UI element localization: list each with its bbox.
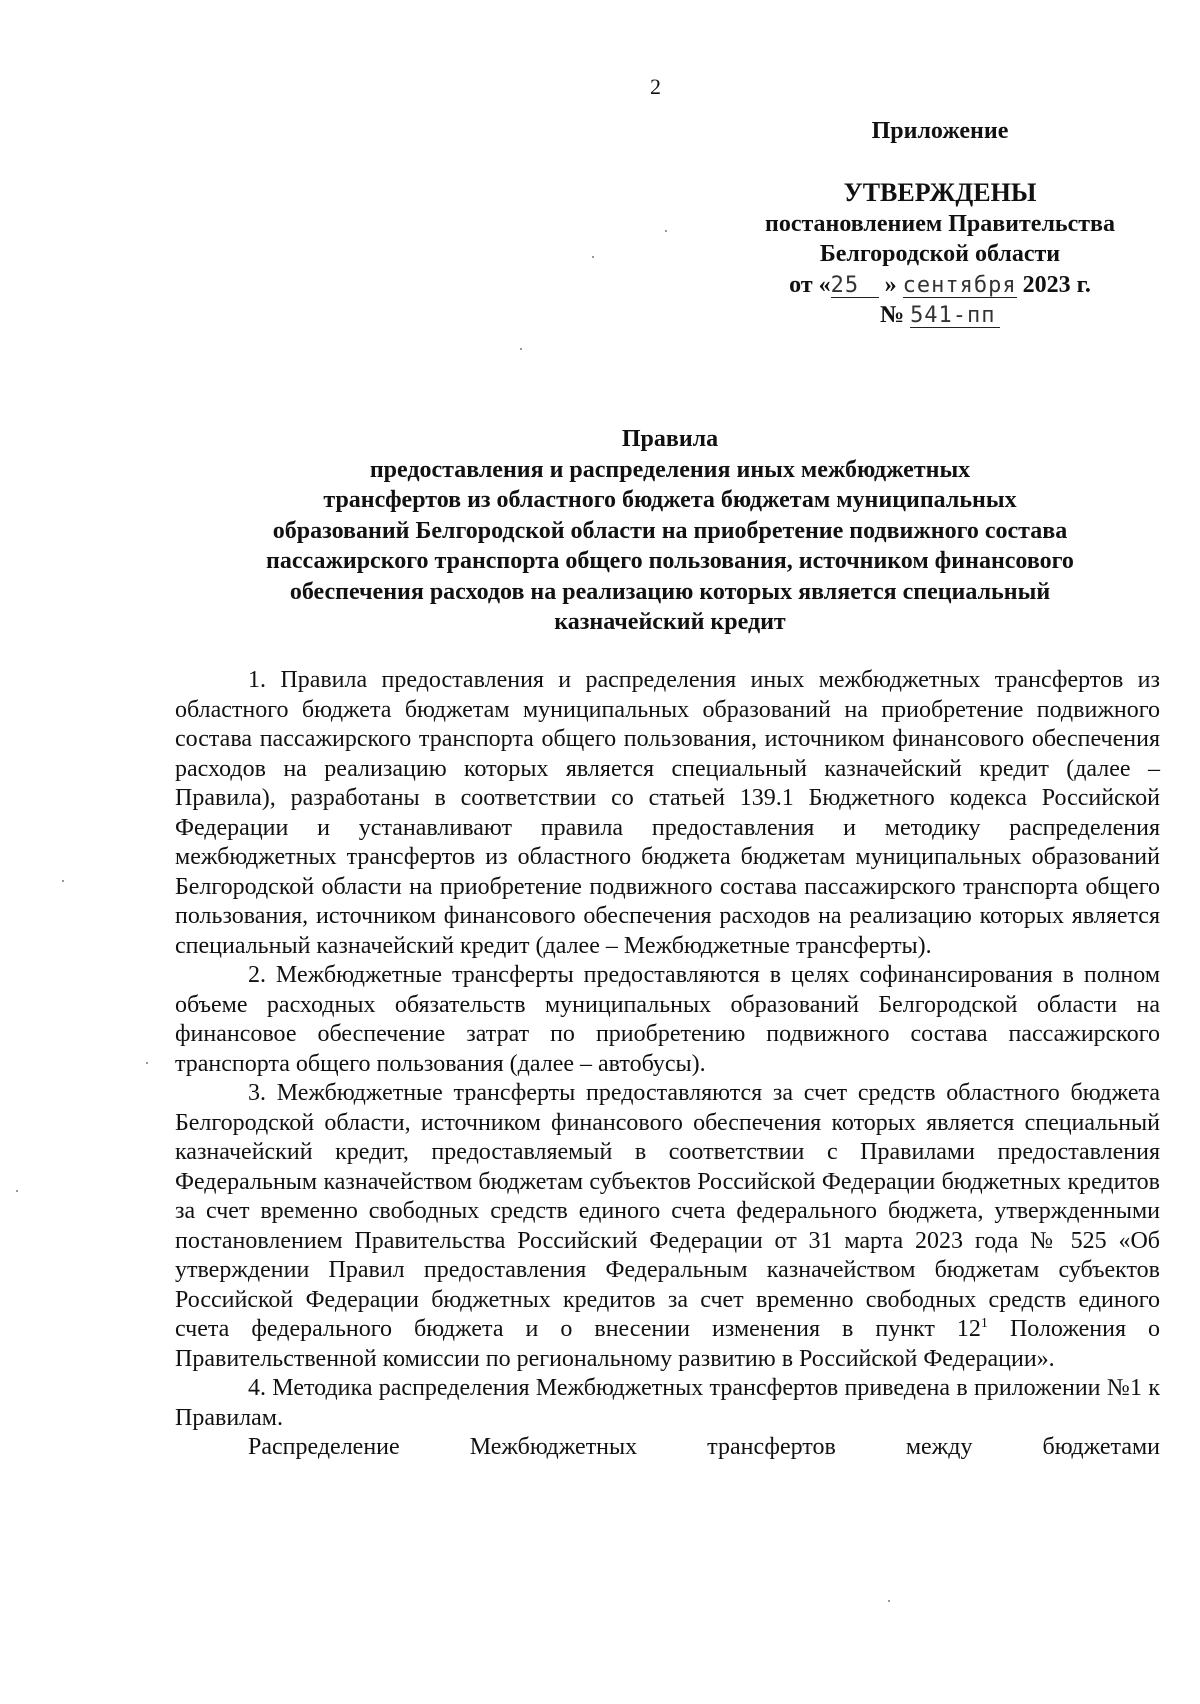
date-day: 25 xyxy=(831,274,879,298)
superscript: 1 xyxy=(980,1316,988,1331)
title-line: пассажирского транспорта общего пользования, источником финансового xyxy=(266,548,1074,574)
paragraph-1: 1. Правила предоставления и распределения иных межбюджетных трансфертов из областного бюджета бюджетам муниципальных образований на приобретение подвижного состава пассажирского транспорта общего пользования, источником финансового обеспечения расходов на реализацию которых является специальный казначейский кредит (далее – Правила), разработаны в соответствии со статьей 139.1 Бюджетного кодекса Российской Федерации и устанавливают правила предоставления и методику распределения межбюджетных трансфертов из областного бюджета бюджетам муниципальных образований Белгородской области на приобретение подвижного состава пассажирского транспорта общего пользования, источником финансового обеспечения расходов на реализацию которых является специальный казначейский кредит (далее – Межбюджетные трансферты). xyxy=(175,667,1160,959)
date-month: сентября xyxy=(902,273,1017,298)
page-number: 2 xyxy=(650,74,661,99)
paragraph-2: 2. Межбюджетные трансферты предоставляются в целях софинансирования в полном объеме расходных обязательств муниципальных образований Белгородской области на финансовое обеспечение затрат по приобретению подвижного состава пассажирского транспорта общего пользования (далее – автобусы). xyxy=(175,962,1160,1077)
scan-speck xyxy=(62,880,64,882)
date-mid: » xyxy=(884,272,897,298)
title-line: казначейский кредит xyxy=(554,609,786,635)
date-year: 2023 г. xyxy=(1022,272,1091,298)
paragraph-3-text-end: Положения о Правительственной комиссии по региональному развитию в Российской Федерации». xyxy=(175,1316,1161,1372)
title-line: образований Белгородской области на приобретение подвижного состава xyxy=(272,517,1068,544)
paragraph-4: 4. Методика распределения Межбюджетных трансфертов приведена в приложении №1 к Правилам. xyxy=(175,1375,1160,1431)
number-value: 541-пп xyxy=(910,304,1000,328)
approved-heading: УТВЕРЖДЕНЫ xyxy=(843,178,1037,207)
paragraph-3 xyxy=(175,1079,1160,1374)
approval-number xyxy=(740,302,1140,329)
scan-speck xyxy=(888,1600,890,1602)
date-prefix: от « xyxy=(789,272,831,298)
document-title xyxy=(175,424,1165,638)
scan-speck xyxy=(16,1190,18,1192)
document-body xyxy=(175,666,1160,1463)
approved-by-line1: постановлением Правительства xyxy=(764,211,1115,237)
paragraph-3-text: 3. Межбюджетные трансферты предоставляются за счет средств областного бюджета Белгородской области, источником финансового обеспечения которых является специальный казначейский кредит, предоставляемый в соответствии с Правилами предоставления Федеральным казначейством бюджетам субъектов Российской Федерации бюджетных кредитов за счет временно свободных средств единого счета федерального бюджета, утвержденными постановлением Правительства Российский Федерации от 31 марта 2023 года № 525 «Об утверждении Правил предоставления Федеральным казначейством бюджетам субъектов Российской Федерации бюджетных кредитов за счет временно свободных средств единого счета федерального бюджета и о внесении изменения в пункт 12 xyxy=(175,1080,1160,1342)
title-line: обеспечения расходов на реализацию которых является специальный xyxy=(289,578,1051,605)
title-line: Правила xyxy=(621,426,719,452)
paragraph-5: Распределение Межбюджетных трансфертов между бюджетами xyxy=(248,1434,1160,1460)
scan-speck xyxy=(665,230,667,232)
scan-speck xyxy=(520,348,522,350)
title-line: трансфертов из областного бюджета бюджетам муниципальных xyxy=(323,487,1017,513)
scan-speck xyxy=(146,1062,148,1064)
appendix-label: Приложение xyxy=(871,118,1009,144)
approved-by-line2: Белгородской области xyxy=(819,241,1061,267)
scan-speck xyxy=(592,256,594,258)
number-prefix: № xyxy=(879,302,905,328)
title-line: предоставления и распределения иных межбюджетных xyxy=(369,456,971,483)
approval-date xyxy=(740,272,1140,299)
